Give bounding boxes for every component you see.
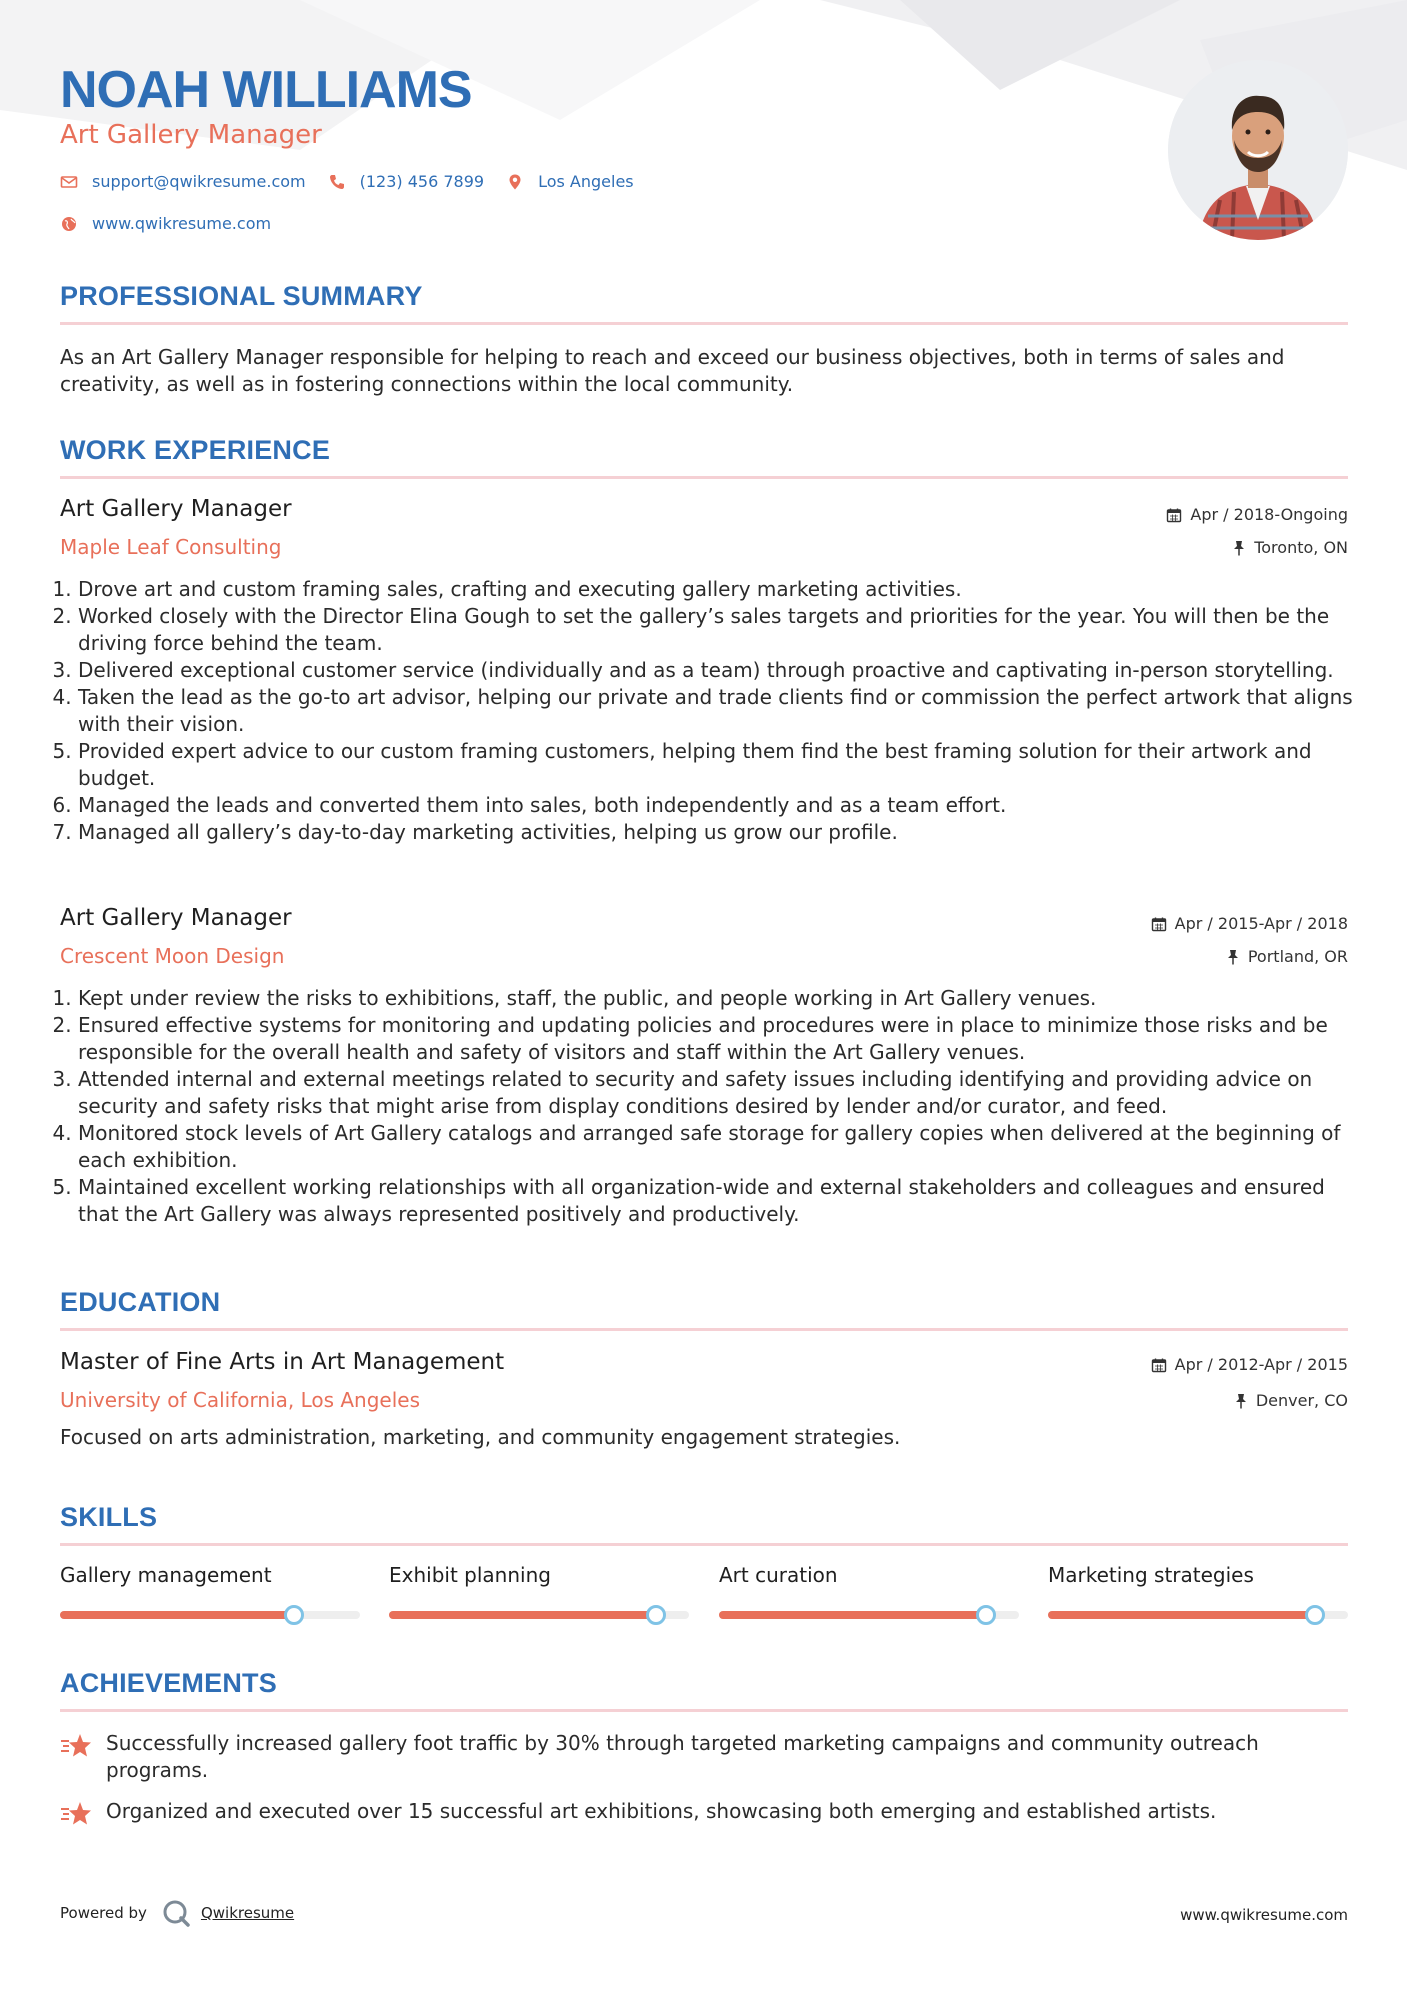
envelope-icon (60, 173, 78, 191)
section-title-achievements: ACHIEVEMENTS (60, 1668, 277, 1698)
footer-website-link[interactable]: www.qwikresume.com (1180, 1906, 1348, 1924)
job-location (1232, 538, 1348, 557)
job-location-text: Portland, OR (1247, 947, 1348, 966)
job-dates (1166, 505, 1348, 524)
section-divider (60, 1709, 1348, 1712)
skill-item (389, 1563, 689, 1619)
map-pin-icon (506, 173, 524, 191)
skill-bar-fill (60, 1611, 294, 1619)
achievement-item (60, 1798, 1348, 1828)
skill-name: Art curation (719, 1563, 838, 1587)
globe-icon (60, 215, 78, 233)
email-text: support@qwikresume.com (92, 172, 306, 191)
contact-phone[interactable] (328, 172, 484, 191)
skill-bar-fill (719, 1611, 986, 1619)
list-item: 4. Taken the lead as the go-to art advisor, helping our private and trade clients find or commission the perfect artwork that aligns with their vision. (78, 684, 1368, 738)
skill-name: Marketing strategies (1048, 1563, 1254, 1587)
phone-icon (328, 173, 346, 191)
skill-name: Exhibit planning (389, 1563, 551, 1587)
achievement-text: Successfully increased gallery foot traffic by 30% through targeted marketing campaigns and community outreach programs. (106, 1731, 1259, 1782)
location-text: Los Angeles (538, 172, 634, 191)
section-title-summary: PROFESSIONAL SUMMARY (60, 281, 423, 311)
footer-brand-link[interactable]: Qwikresume (200, 1904, 295, 1922)
footer-powered-by (60, 1898, 294, 1928)
contact-location (506, 172, 634, 191)
job-title: Art Gallery Manager (60, 905, 292, 931)
skill-item (719, 1563, 1019, 1619)
education-dates (1151, 1355, 1348, 1374)
pushpin-icon (1226, 949, 1240, 965)
list-item: 2. Ensured effective systems for monitoring and updating policies and procedures were in place to minimize those risks and be responsible for the overall health and safety of visitors and staff within the Art Gallery venues. (78, 1012, 1368, 1066)
job-location (1226, 947, 1348, 966)
qwikresume-logo-icon (161, 1898, 191, 1928)
degree-title: Master of Fine Arts in Art Management (60, 1349, 505, 1375)
section-divider (60, 322, 1348, 325)
summary-text: As an Art Gallery Manager responsible for helping to reach and exceed our business objectives, both in terms of sales and creativity, as well as in fostering connections within the local community. (60, 345, 1285, 396)
skill-bar-knob (284, 1605, 304, 1625)
profile-photo (1168, 60, 1348, 240)
contact-row-secondary (60, 214, 293, 233)
skill-bar (719, 1611, 1019, 1619)
skill-bar-knob (1305, 1605, 1325, 1625)
job-title: Art Gallery Manager (60, 496, 292, 522)
list-item: 2. Worked closely with the Director Elina Gough to set the gallery’s sales targets and priorities for the year. You will then be the driving force behind the team. (78, 603, 1368, 657)
list-item: 4. Monitored stock levels of Art Gallery catalogs and arranged safe storage for gallery copies when delivered at the beginning of each exhibition. (78, 1120, 1368, 1174)
section-title-education: EDUCATION (60, 1287, 221, 1317)
calendar-icon (1151, 916, 1167, 932)
list-item: 5. Provided expert advice to our custom framing customers, helping them find the best framing solution for their artwork and budget. (78, 738, 1368, 792)
calendar-icon (1151, 1357, 1167, 1373)
powered-by-label: Powered by (60, 1904, 147, 1922)
job-dates-text: Apr / 2018-Ongoing (1190, 505, 1348, 524)
section-divider (60, 1328, 1348, 1331)
skill-bar-fill (1048, 1611, 1315, 1619)
list-item: 1. Kept under review the risks to exhibitions, staff, the public, and people working in Art Gallery venues. (78, 985, 1368, 1012)
candidate-name: NOAH WILLIAMS (60, 61, 472, 119)
list-item: 7. Managed all gallery’s day-to-day marketing activities, helping us grow our profile. (78, 819, 1368, 846)
candidate-title: Art Gallery Manager (60, 120, 322, 150)
job-dates-text: Apr / 2015-Apr / 2018 (1174, 914, 1348, 933)
star-award-icon (60, 1800, 92, 1828)
section-title-experience: WORK EXPERIENCE (60, 435, 331, 465)
job-bullets (58, 576, 1368, 846)
skill-bar-knob (646, 1605, 666, 1625)
education-location-text: Denver, CO (1255, 1391, 1348, 1410)
job-company: Maple Leaf Consulting (60, 535, 282, 559)
contact-row-primary (60, 172, 656, 191)
person-avatar-icon (1168, 60, 1348, 240)
contact-website[interactable] (60, 214, 271, 233)
job-location-text: Toronto, ON (1254, 538, 1348, 557)
education-description: Focused on arts administration, marketing, and community engagement strategies. (60, 1425, 901, 1449)
skill-bar (60, 1611, 360, 1619)
list-item: 3. Attended internal and external meetings related to security and safety issues including identifying and providing advice on security and safety risks that might arise from display conditions desired by lender and/or curator, and feed. (78, 1066, 1368, 1120)
skill-item (60, 1563, 360, 1619)
achievement-text: Organized and executed over 15 successful art exhibitions, showcasing both emerging and established artists. (106, 1799, 1217, 1823)
contact-email[interactable] (60, 172, 306, 191)
education-dates-text: Apr / 2012-Apr / 2015 (1174, 1355, 1348, 1374)
skill-bar (1048, 1611, 1348, 1619)
website-text: www.qwikresume.com (92, 214, 272, 233)
pushpin-icon (1232, 540, 1246, 556)
education-location (1234, 1391, 1348, 1410)
skill-item (1048, 1563, 1348, 1619)
list-item: 3. Delivered exceptional customer service (individually and as a team) through proactive and captivating in-person storytelling. (78, 657, 1368, 684)
list-item: 6. Managed the leads and converted them into sales, both independently and as a team effort. (78, 792, 1368, 819)
phone-text: (123) 456 7899 (359, 172, 485, 191)
school-name: University of California, Los Angeles (60, 1388, 421, 1412)
job-company: Crescent Moon Design (60, 944, 285, 968)
job-dates (1151, 914, 1348, 933)
skill-name: Gallery management (60, 1563, 272, 1587)
section-title-skills: SKILLS (60, 1502, 158, 1532)
section-divider (60, 476, 1348, 479)
job-bullets (58, 985, 1368, 1228)
achievement-item (60, 1730, 1348, 1784)
calendar-icon (1166, 507, 1182, 523)
skill-bar-fill (389, 1611, 656, 1619)
pushpin-icon (1234, 1393, 1248, 1409)
star-award-icon (60, 1732, 92, 1760)
section-divider (60, 1543, 1348, 1546)
skill-bar (389, 1611, 689, 1619)
list-item: 5. Maintained excellent working relationships with all organization-wide and external stakeholders and colleagues and ensured that the Art Gallery was always represented positively and productively. (78, 1174, 1368, 1228)
skill-bar-knob (976, 1605, 996, 1625)
list-item: 1. Drove art and custom framing sales, crafting and executing gallery marketing activities. (78, 576, 1368, 603)
